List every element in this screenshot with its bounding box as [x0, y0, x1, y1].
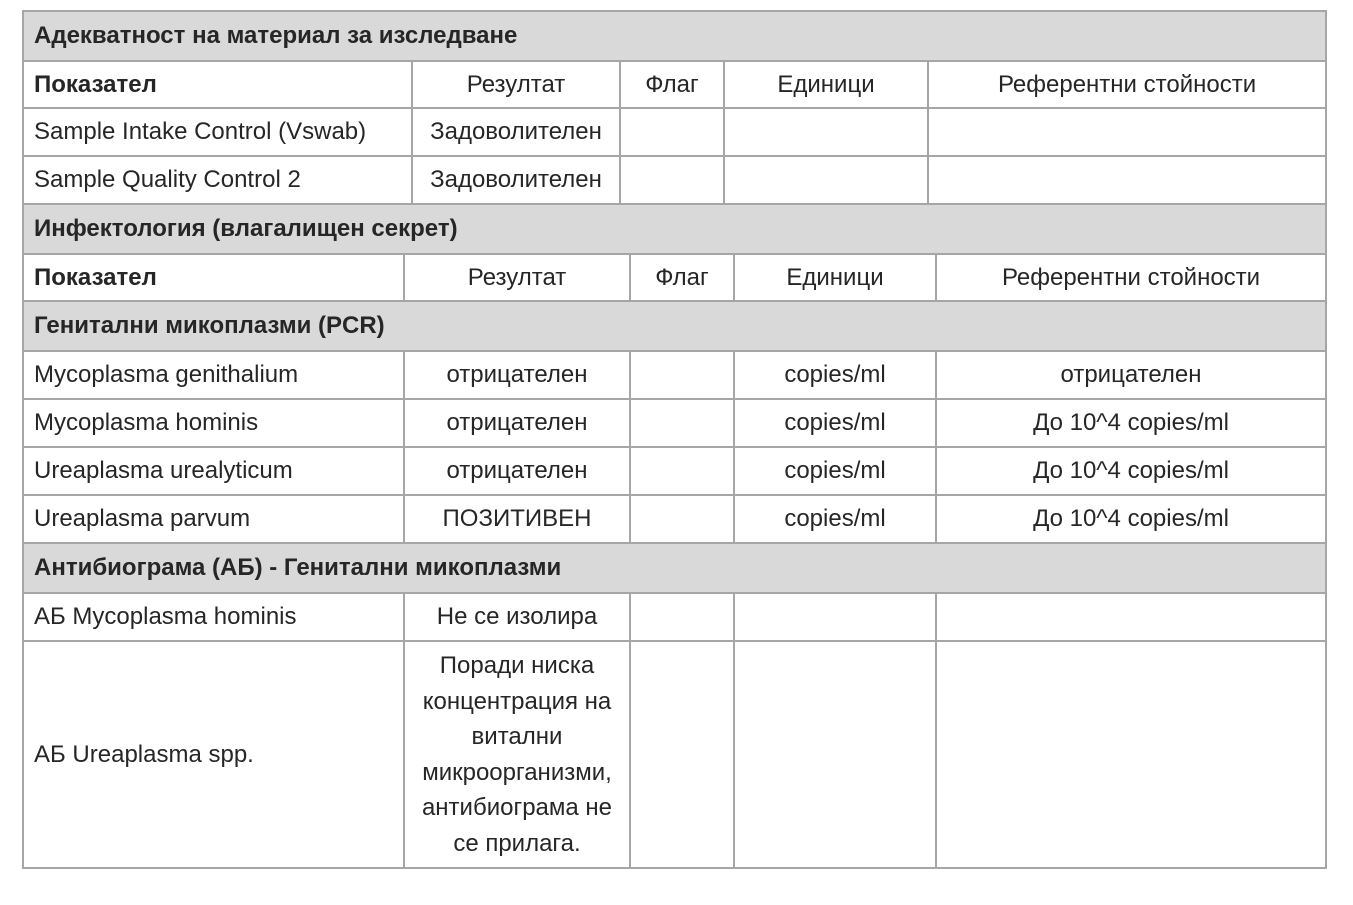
cell-result: отрицателен — [404, 399, 630, 447]
section-title: Инфектология (влагалищен секрет) — [23, 204, 1326, 254]
table-row — [23, 447, 1326, 495]
cell-result: ПОЗИТИВЕН — [404, 495, 630, 543]
cell-reference: До 10^4 copies/ml — [936, 495, 1326, 543]
table-row — [23, 156, 1326, 204]
table-sample-adequacy — [22, 10, 1327, 205]
cell-result: отрицателен — [404, 447, 630, 495]
cell-flag — [630, 593, 734, 641]
cell-indicator: Mycoplasma hominis — [23, 399, 404, 447]
cell-reference: До 10^4 copies/ml — [936, 447, 1326, 495]
cell-result: Поради ниска концентрация на витални микроорганизми, антибиограма не се прилага. — [404, 641, 630, 868]
header-reference: Референтни стойности — [936, 254, 1326, 301]
table-row — [23, 593, 1326, 641]
header-indicator: Показател — [23, 254, 404, 301]
cell-result: Задоволителен — [412, 108, 620, 156]
cell-indicator: АБ Ureaplasma spp. — [23, 641, 404, 868]
cell-reference: отрицателен — [936, 351, 1326, 399]
cell-indicator: Sample Intake Control (Vswab) — [23, 108, 412, 156]
table-header-row — [23, 61, 1326, 108]
cell-indicator: Ureaplasma urealyticum — [23, 447, 404, 495]
subsection-title: Антибиограма (АБ) - Генитални микоплазми — [23, 543, 1326, 593]
header-reference: Референтни стойности — [928, 61, 1326, 108]
cell-result: Не се изолира — [404, 593, 630, 641]
cell-reference: До 10^4 copies/ml — [936, 399, 1326, 447]
cell-flag — [630, 351, 734, 399]
header-units: Единици — [724, 61, 928, 108]
header-result: Резултат — [404, 254, 630, 301]
subsection-title: Генитални микоплазми (PCR) — [23, 301, 1326, 351]
header-units: Единици — [734, 254, 936, 301]
table-row — [23, 351, 1326, 399]
cell-units — [724, 156, 928, 204]
cell-flag — [620, 108, 724, 156]
cell-units — [734, 641, 936, 868]
cell-reference — [928, 156, 1326, 204]
cell-units: copies/ml — [734, 495, 936, 543]
cell-reference — [936, 593, 1326, 641]
cell-flag — [630, 641, 734, 868]
cell-result: Задоволителен — [412, 156, 620, 204]
cell-reference — [936, 641, 1326, 868]
cell-units: copies/ml — [734, 399, 936, 447]
cell-units: copies/ml — [734, 351, 936, 399]
section-title: Адекватност на материал за изследване — [23, 11, 1326, 61]
table-header-row — [23, 254, 1326, 301]
cell-indicator: АБ Mycoplasma hominis — [23, 593, 404, 641]
cell-units: copies/ml — [734, 447, 936, 495]
table-row — [23, 108, 1326, 156]
cell-indicator: Ureaplasma parvum — [23, 495, 404, 543]
header-flag: Флаг — [620, 61, 724, 108]
cell-flag — [630, 447, 734, 495]
cell-result: отрицателен — [404, 351, 630, 399]
header-flag: Флаг — [630, 254, 734, 301]
cell-indicator: Sample Quality Control 2 — [23, 156, 412, 204]
cell-units — [724, 108, 928, 156]
cell-units — [734, 593, 936, 641]
cell-indicator: Mycoplasma genithalium — [23, 351, 404, 399]
cell-flag — [630, 399, 734, 447]
cell-reference — [928, 108, 1326, 156]
header-result: Резултат — [412, 61, 620, 108]
table-row — [23, 641, 1326, 868]
table-infectology — [22, 203, 1327, 869]
table-row — [23, 399, 1326, 447]
header-indicator: Показател — [23, 61, 412, 108]
cell-flag — [620, 156, 724, 204]
table-row — [23, 495, 1326, 543]
cell-flag — [630, 495, 734, 543]
